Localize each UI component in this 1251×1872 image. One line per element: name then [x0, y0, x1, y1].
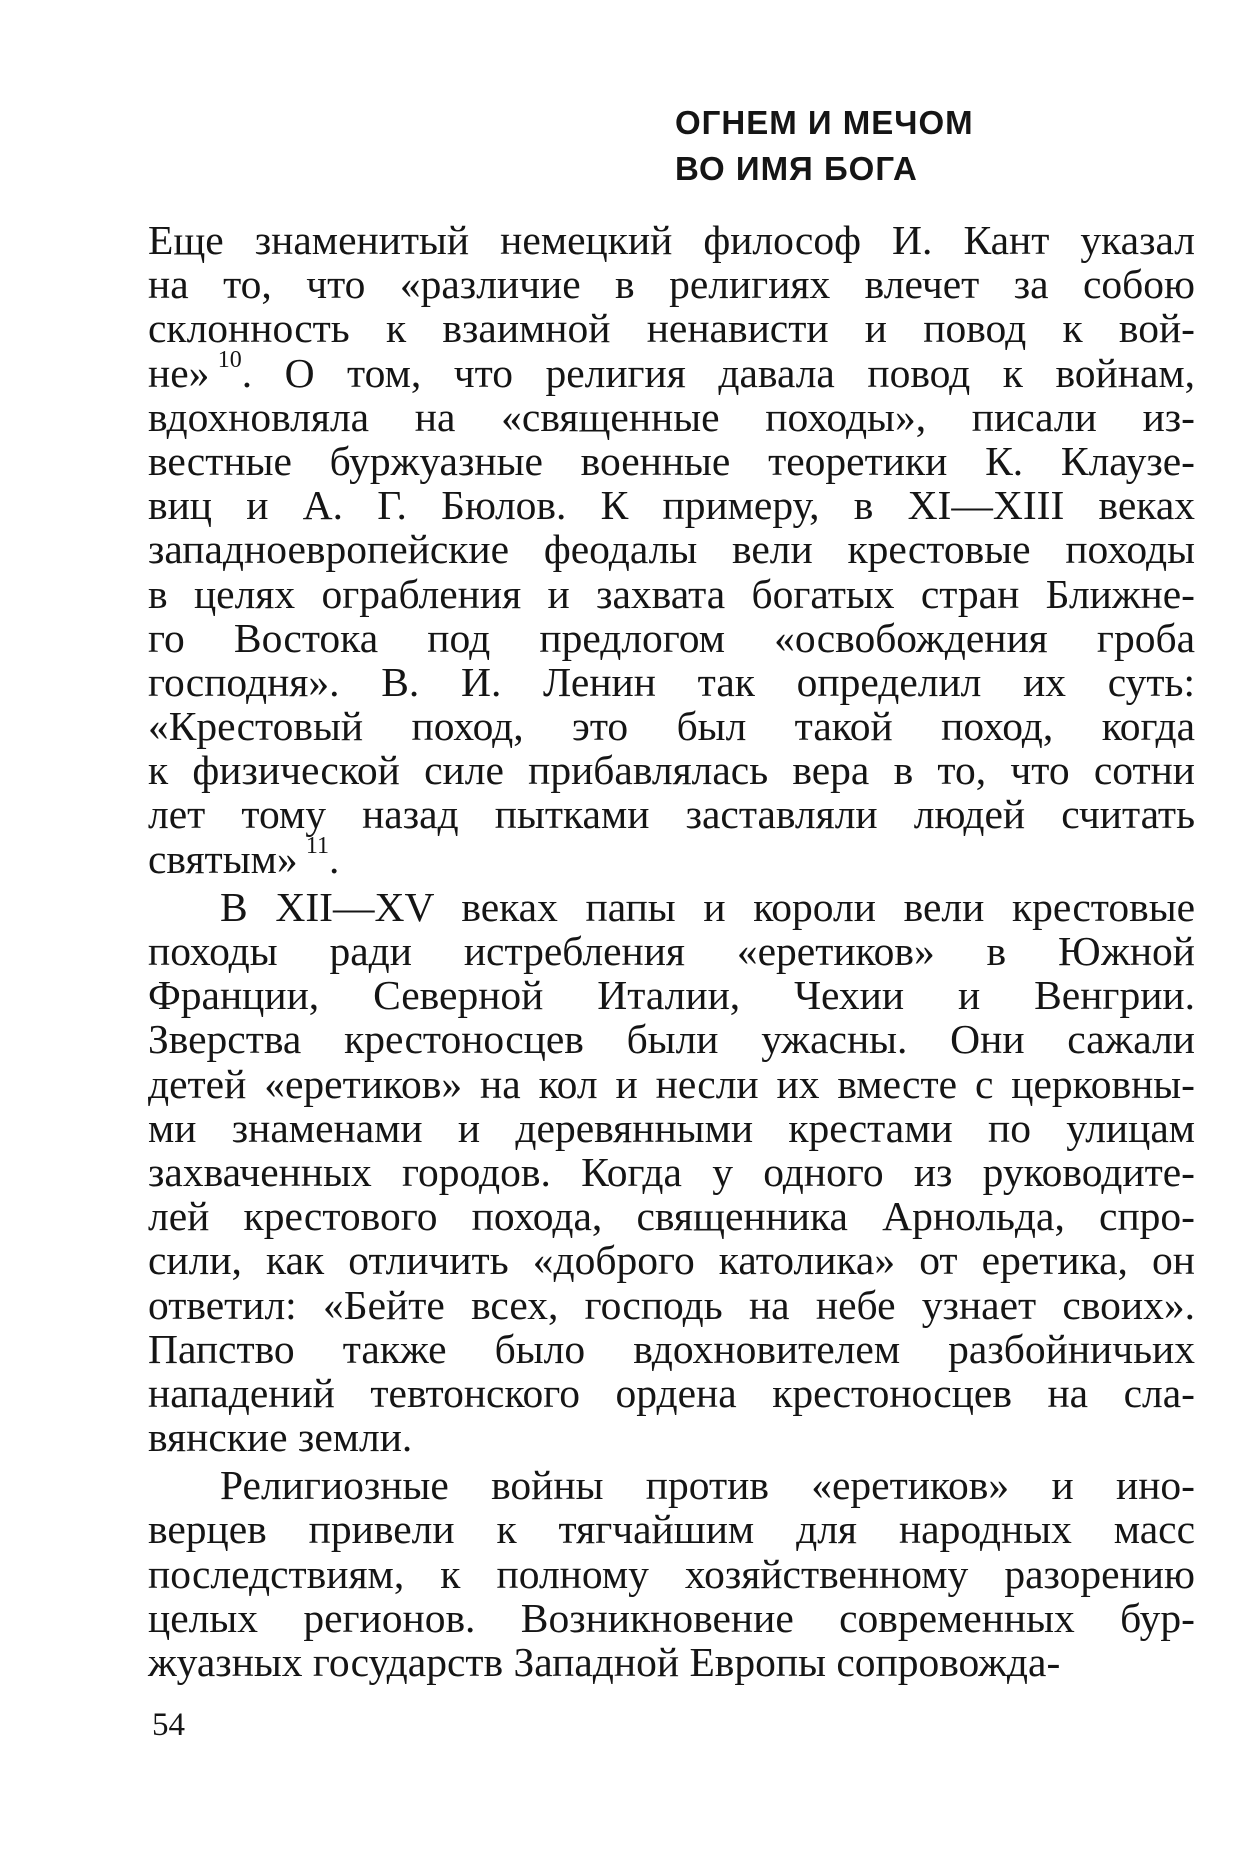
- section-heading: [675, 100, 974, 192]
- text-line: последствиям, к полному хозяйственному разорению: [148, 1550, 1195, 1597]
- text-line: западноевропейские феодалы вели крестовые походы: [148, 526, 1195, 573]
- page-number: 54: [152, 1707, 185, 1743]
- text-segment: .: [329, 835, 340, 882]
- text-line: господня». В. И. Ленин так определил их суть:: [148, 658, 1195, 705]
- text-line: склонность к взаимной ненависти и повод к вой-: [148, 305, 1195, 352]
- text-line: целых регионов. Возникновение современных бур-: [148, 1594, 1195, 1641]
- text-line: Еще знаменитый немецкий философ И. Кант указал: [148, 217, 1195, 263]
- paragraph: [148, 1463, 1195, 1684]
- text-segment: святым»: [148, 835, 298, 882]
- text-line: Франции, Северной Италии, Чехии и Венгрии.: [148, 972, 1195, 1019]
- text-line: походы ради истребления «еретиков» в Южной: [148, 928, 1195, 974]
- text-line: верцев привели к тягчайшим для народных масс: [148, 1506, 1195, 1553]
- text-line: вестные буржуазные военные теоретики К. Клаузе-: [148, 437, 1195, 484]
- body-text: [148, 218, 1195, 1684]
- text-line: [148, 346, 1195, 396]
- text-line: [148, 832, 1195, 882]
- text-line: на то, что «различие в религиях влечет за собою: [148, 261, 1195, 308]
- text-line: В XII—XV веках папы и короли вели крестовые: [220, 883, 1195, 930]
- text-line: вдохновляла на «священные походы», писали из-: [148, 393, 1195, 440]
- text-line: Религиозные войны против «еретиков» и ино-: [220, 1462, 1195, 1509]
- text-line: Папство также было вдохновителем разбойничьих: [148, 1325, 1195, 1372]
- text-line: ми знаменами и деревянными крестами по улицам: [148, 1104, 1195, 1151]
- footnote-reference: 10: [217, 346, 242, 373]
- text-line: виц и А. Г. Бюлов. К примеру, в XI—XIII веках: [148, 482, 1195, 529]
- paragraph: [148, 218, 1195, 881]
- text-segment: не»: [148, 349, 210, 396]
- text-segment: . О том, что религия давала повод к войнам,: [241, 349, 1195, 396]
- text-line: сили, как отличить «доброго католика» от еретика, он: [148, 1237, 1195, 1284]
- text-line: лет тому назад пытками заставляли людей считать: [148, 791, 1195, 838]
- text-line: го Востока под предлогом «освобождения гроба: [148, 614, 1195, 661]
- text-line: к физической силе прибавлялась вера в то, что сотни: [148, 747, 1195, 794]
- text-line: нападений тевтонского ордена крестоносцев на сла-: [148, 1369, 1195, 1416]
- text-line: в целях ограбления и захвата богатых стран Ближне-: [148, 570, 1195, 617]
- text-line: вянские земли.: [148, 1414, 413, 1461]
- text-line: захваченных городов. Когда у одного из руководите-: [148, 1148, 1195, 1195]
- text-line: лей крестового похода, священника Арнольда, спро-: [148, 1193, 1195, 1240]
- section-heading-line-2: ВО ИМЯ БОГА: [675, 150, 918, 187]
- text-line: Зверства крестоносцев были ужасны. Они сажали: [148, 1016, 1195, 1063]
- text-line: детей «еретиков» на кол и несли их вместе с церковны-: [148, 1060, 1195, 1107]
- text-line: ответил: «Бейте всех, господь на небе узнает своих».: [148, 1281, 1195, 1328]
- section-heading-line-1: ОГНЕМ И МЕЧОМ: [675, 104, 974, 141]
- text-line: «Крестовый поход, это был такой поход, когда: [148, 703, 1195, 750]
- text-line: жуазных государств Западной Европы сопровожда-: [148, 1639, 1061, 1685]
- paragraph: [148, 885, 1195, 1459]
- footnote-reference: 11: [305, 832, 330, 859]
